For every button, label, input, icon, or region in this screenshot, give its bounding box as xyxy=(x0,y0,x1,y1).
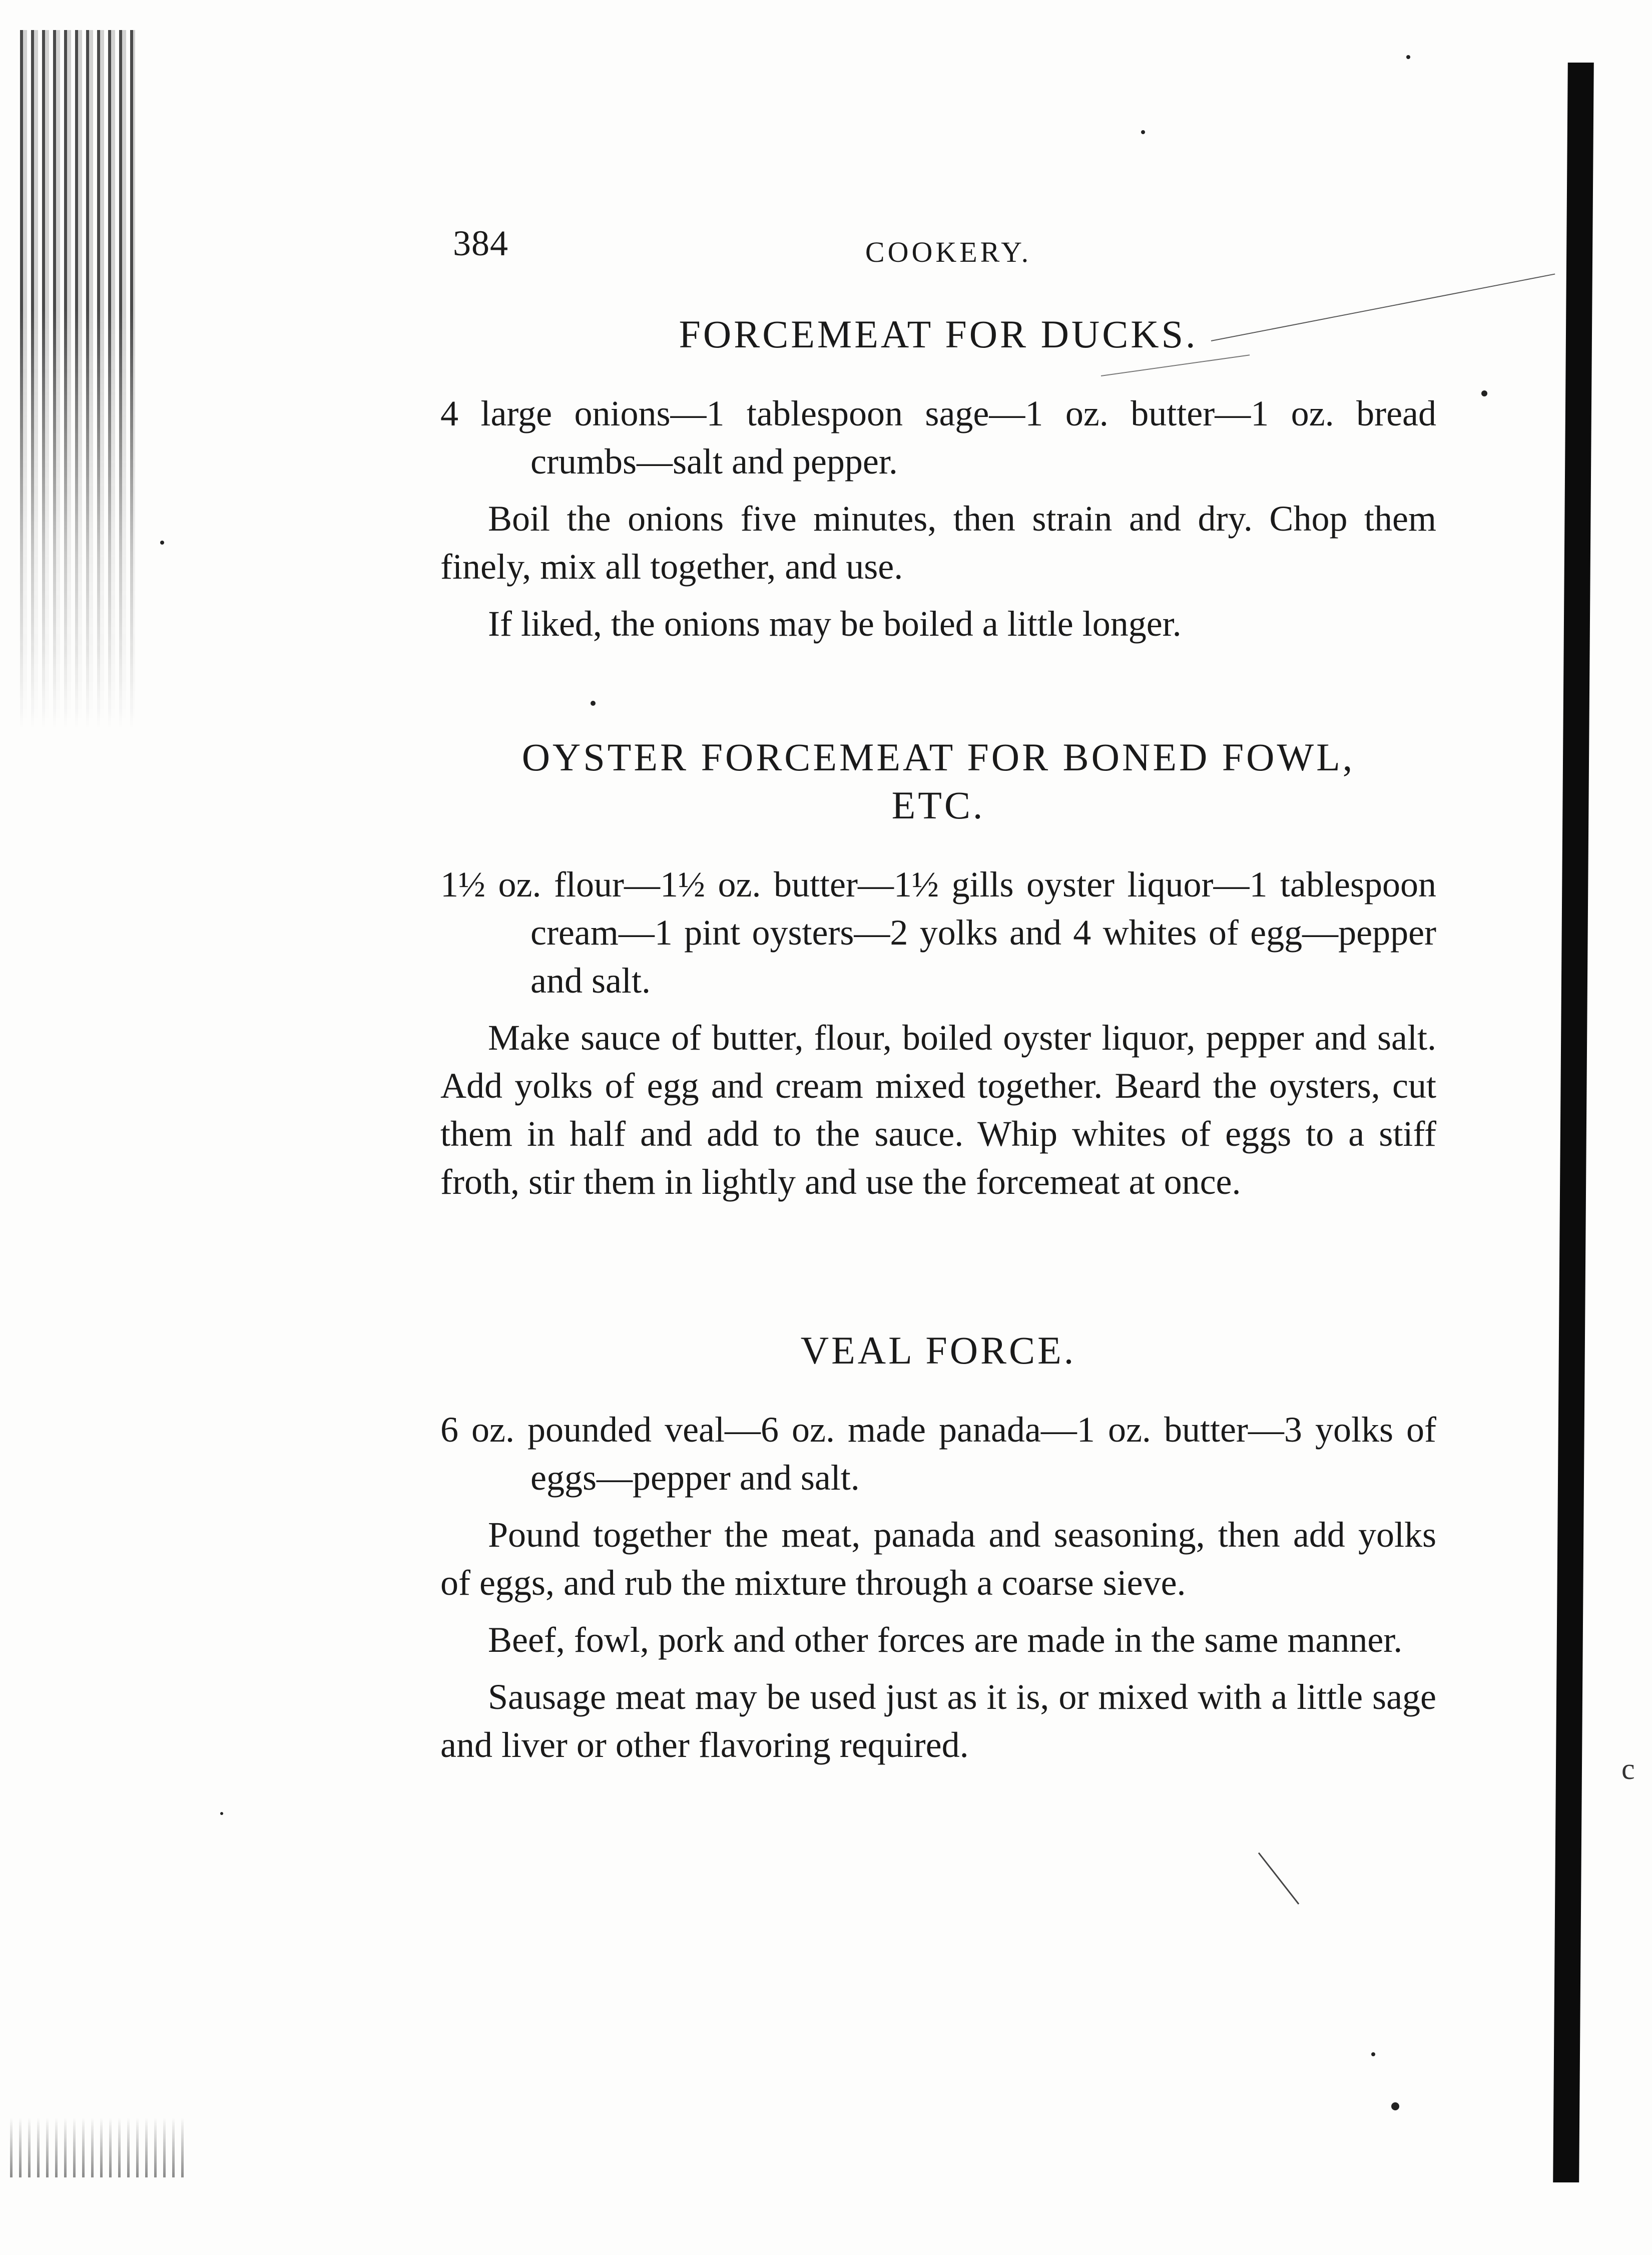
recipe-paragraph: Make sauce of butter, flour, boiled oyster liquor, pepper and salt. Add yolks of egg and cream mixed together. Beard the oysters, cut them in half and add to the sauce. Whip whites of eggs to a stiff froth, stir them in lightly and use the forcemeat at once. xyxy=(440,1018,1436,1202)
scan-speck xyxy=(220,1812,223,1815)
scan-speck xyxy=(1391,2102,1399,2110)
recipe-ingredients: 6 oz. pounded veal—6 oz. made panada—1 oz. butter—3 yolks of eggs—pepper and salt. xyxy=(440,1410,1436,1498)
page-number: 384 xyxy=(453,223,508,263)
scan-speck xyxy=(591,701,596,706)
recipe-ingredients: 1½ oz. flour—1½ oz. butter—1½ gills oyster liquor—1 tablespoon cream—1 pint oysters—2 yolks and 4 whites of egg—pepper and salt. xyxy=(440,864,1436,1001)
recipe-heading: VEAL FORCE. xyxy=(800,1328,1076,1372)
scan-speck xyxy=(160,541,164,545)
recipe-heading: FORCEMEAT FOR DUCKS. xyxy=(679,312,1198,356)
recipe-ingredients: 4 large onions—1 tablespoon sage—1 oz. butter—1 oz. bread crumbs—salt and pepper. xyxy=(440,393,1436,482)
running-head xyxy=(453,223,1444,278)
recipe-paragraph: Pound together the meat, panada and seasoning, then add yolks of eggs, and rub the mixture through a coarse sieve. xyxy=(440,1515,1436,1603)
recipe-paragraph: Boil the onions five minutes, then strain and dry. Chop them finely, mix all together, and use. xyxy=(440,499,1436,587)
recipe-paragraph: If liked, the onions may be boiled a little longer. xyxy=(488,604,1182,644)
running-title: COOKERY. xyxy=(865,236,1032,268)
recipe-paragraph: Beef, fowl, pork and other forces are made in the same manner. xyxy=(488,1620,1403,1660)
recipe-heading: OYSTER FORCEMEAT FOR BONED FOWL, xyxy=(521,735,1355,779)
recipe-paragraph: Sausage meat may be used just as it is, or mixed with a little sage and liver or other flavoring required. xyxy=(440,1677,1436,1765)
scan-speck xyxy=(1141,130,1145,134)
margin-mark: c xyxy=(1621,1752,1635,1785)
recipe-forcemeat-for-ducks xyxy=(440,310,1436,648)
scan-speck xyxy=(1371,2052,1375,2056)
binding-shadow xyxy=(20,30,135,731)
recipe-heading-continued: ETC. xyxy=(891,783,985,827)
recipe-oyster-forcemeat xyxy=(440,733,1436,1206)
page-edge-shadow xyxy=(1553,63,1594,2182)
recipe-veal-force xyxy=(440,1326,1436,1769)
scan-speck xyxy=(1481,390,1487,396)
scan-speck xyxy=(1406,55,1410,59)
stray-pen-stroke xyxy=(1258,1853,1299,1905)
binding-shadow-bottom xyxy=(10,2117,190,2177)
